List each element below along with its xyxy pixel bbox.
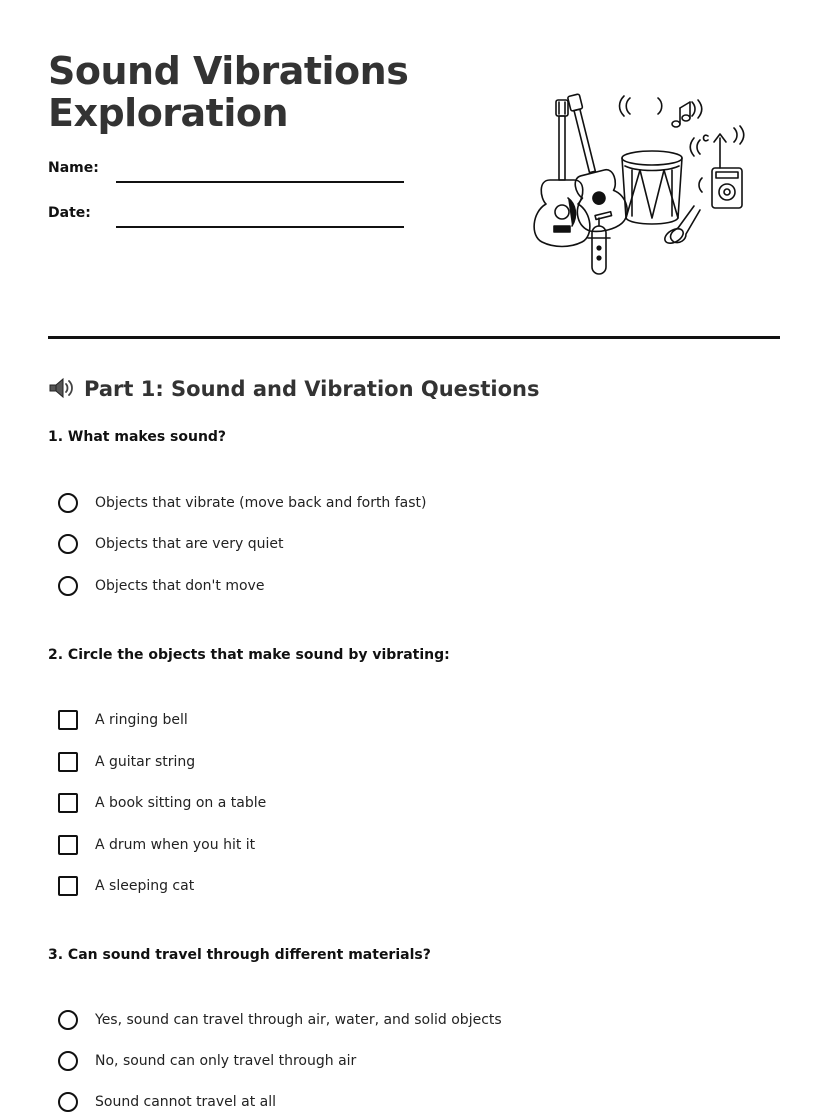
option-label: A sleeping cat: [95, 878, 195, 894]
q2-option-2[interactable]: [56, 749, 756, 777]
q2-option-1[interactable]: [56, 707, 756, 735]
name-line[interactable]: [116, 181, 404, 183]
acoustic-guitar-icon: [549, 89, 631, 236]
radio-button[interactable]: [58, 576, 78, 596]
name-label: Name:: [48, 160, 99, 176]
option-label: Objects that don't move: [95, 578, 265, 594]
option-label: Sound cannot travel at all: [95, 1094, 277, 1110]
option-label: Objects that are very quiet: [95, 536, 284, 552]
q2-option-4[interactable]: [56, 832, 756, 860]
q3-option-1[interactable]: [56, 1007, 756, 1035]
radio-button[interactable]: [58, 1051, 78, 1071]
checkbox[interactable]: [58, 835, 78, 855]
checkbox[interactable]: [58, 710, 78, 730]
worksheet-title: [48, 50, 408, 134]
q3-option-3[interactable]: [56, 1089, 756, 1117]
radio-button[interactable]: [58, 534, 78, 554]
horn-icon: [662, 206, 700, 246]
q2-option-5[interactable]: [56, 873, 756, 901]
flute-icon: [588, 218, 610, 274]
date-field[interactable]: [48, 205, 408, 229]
date-line[interactable]: [116, 226, 404, 228]
radio-button[interactable]: [58, 493, 78, 513]
option-label: Objects that vibrate (move back and forth fast): [95, 495, 427, 511]
option-label: No, sound can only travel through air: [95, 1053, 357, 1069]
option-label: A ringing bell: [95, 712, 188, 728]
instruments-illustration: [528, 86, 758, 280]
option-label: Yes, sound can travel through air, water, and solid objects: [95, 1012, 502, 1028]
q2-option-3[interactable]: [56, 790, 756, 818]
radio-button[interactable]: [58, 1092, 78, 1112]
date-label: Date:: [48, 205, 91, 221]
radio-button[interactable]: [58, 1010, 78, 1030]
q1-option-3[interactable]: [56, 573, 756, 601]
title-line-2: Exploration: [48, 91, 289, 135]
radio-icon: [704, 134, 743, 208]
part1-heading: [48, 375, 540, 403]
speaker-icon: [48, 376, 76, 400]
checkbox[interactable]: [58, 876, 78, 896]
q1-option-1[interactable]: [56, 490, 756, 518]
music-note-icon: [672, 102, 690, 127]
question-1: 1. What makes sound?: [48, 429, 227, 445]
checkbox[interactable]: [58, 752, 78, 772]
title-line-1: Sound Vibrations: [48, 49, 409, 93]
option-label: A guitar string: [95, 754, 196, 770]
drum-icon: [622, 151, 682, 224]
section-divider: [48, 336, 780, 339]
checkbox[interactable]: [58, 793, 78, 813]
option-label: A drum when you hit it: [95, 837, 256, 853]
part1-title: Part 1: Sound and Vibration Questions: [84, 377, 540, 401]
q3-option-2[interactable]: [56, 1048, 756, 1076]
question-3: 3. Can sound travel through different materials?: [48, 947, 431, 963]
question-2: 2. Circle the objects that make sound by vibrating:: [48, 647, 450, 663]
q1-option-2[interactable]: [56, 531, 756, 559]
name-field[interactable]: [48, 160, 408, 184]
option-label: A book sitting on a table: [95, 795, 267, 811]
